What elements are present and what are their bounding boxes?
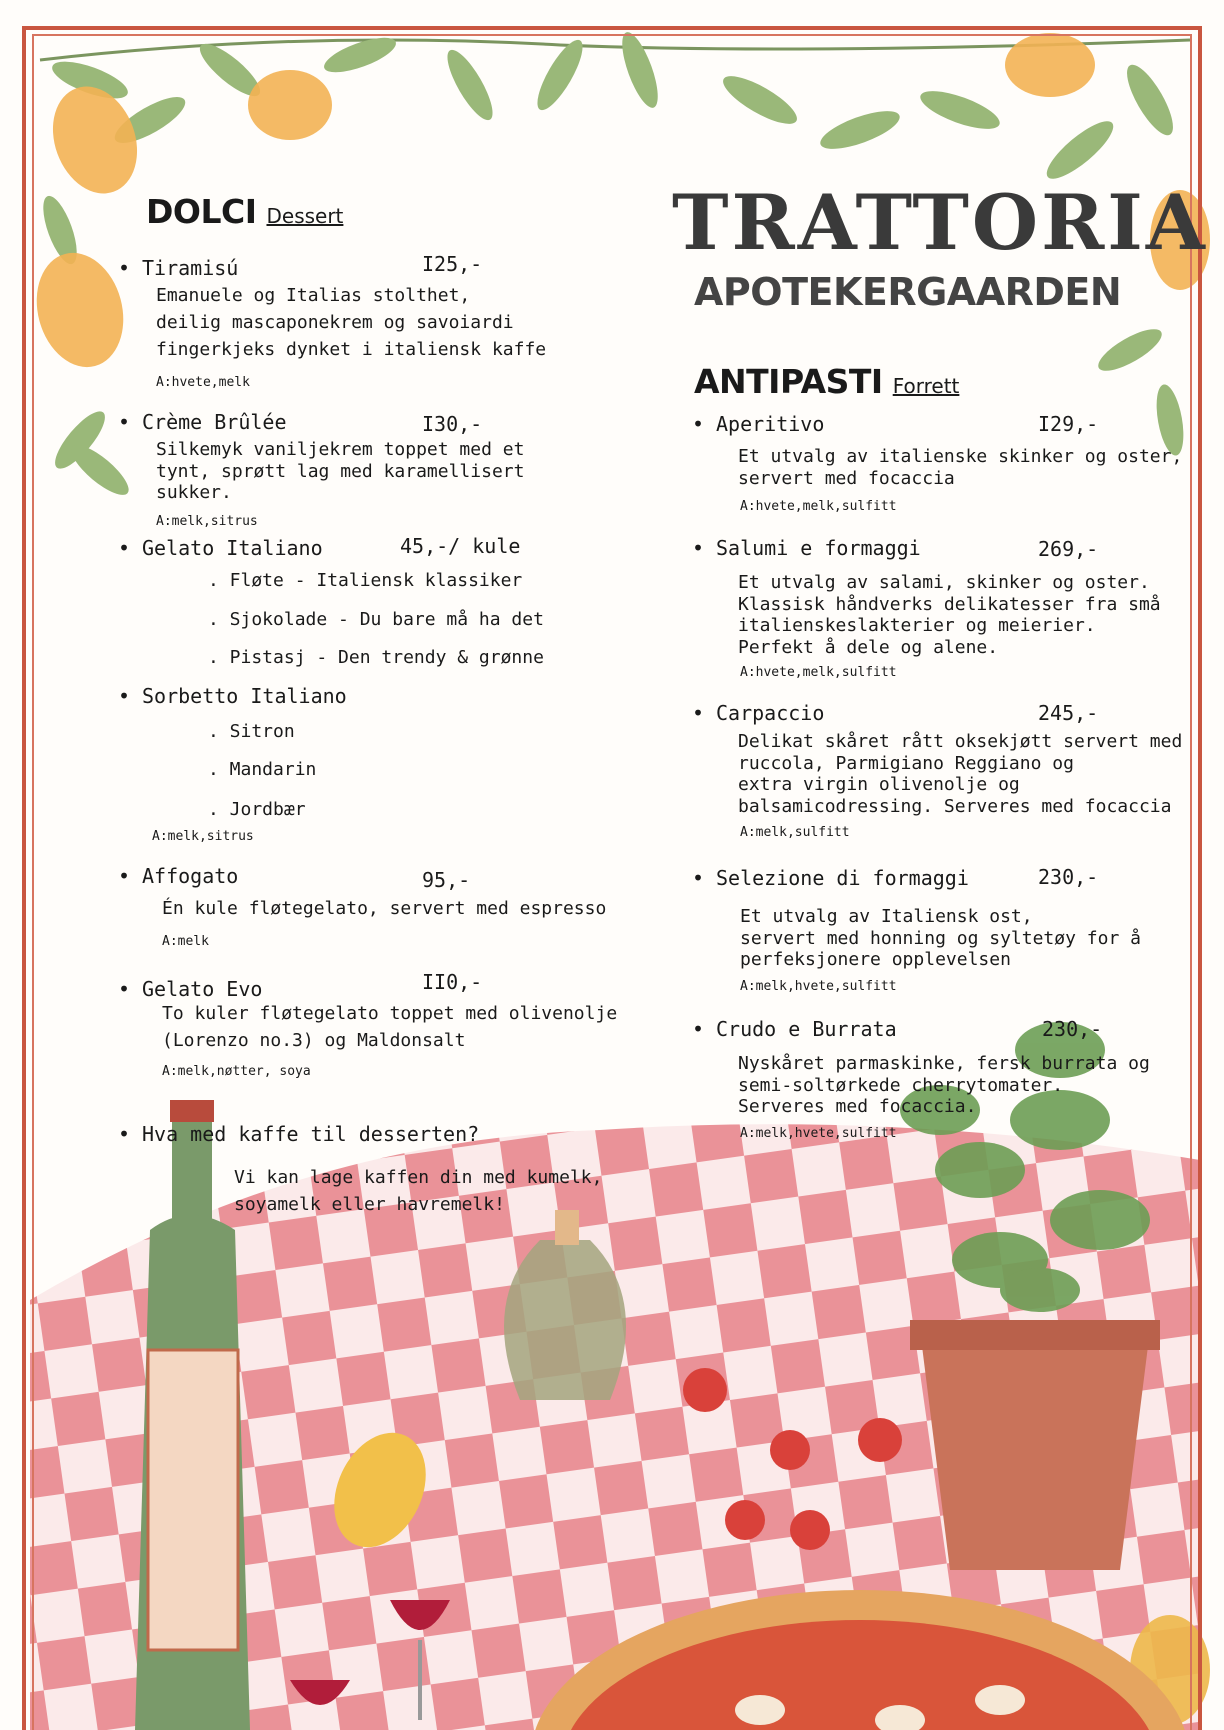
allergen-note: A:melk,nøtter, soya xyxy=(162,1064,311,1079)
menu-item-price: 269,- xyxy=(1038,537,1099,561)
menu-item-price: 45,-/ kule xyxy=(400,534,521,558)
dolci-title: DOLCI xyxy=(146,192,257,231)
menu-item-description: Et utvalg av Italiensk ost, servert med honning og syltetøy for å perfeksjonere opplevelsen xyxy=(740,906,1141,970)
menu-item-price: 95,- xyxy=(422,868,471,892)
menu-item-name: • Selezione di formaggi xyxy=(716,866,969,890)
dolci-heading xyxy=(146,192,343,231)
flavor-item: . Sjokolade - Du bare må ha det xyxy=(208,609,544,630)
allergen-note: A:melk,sitrus xyxy=(152,829,254,844)
allergen-note: A:melk,hvete,sulfitt xyxy=(740,979,897,994)
allergen-note: A:hvete,melk,sulfitt xyxy=(740,665,897,680)
menu-item-description: Vi kan lage kaffen din med kumelk, soyamelk eller havremelk! xyxy=(234,1167,603,1215)
menu-item-price: 245,- xyxy=(1038,701,1099,725)
allergen-note: A:melk,hvete,sulfitt xyxy=(740,1126,897,1141)
menu-item-price: 230,- xyxy=(1038,865,1099,889)
menu-item-name: • Sorbetto Italiano xyxy=(142,684,347,708)
dolci-subtitle: Dessert xyxy=(266,204,344,228)
menu-item-name: • Affogato xyxy=(142,864,238,888)
menu-item-description: Et utvalg av salami, skinker og oster. Klassisk håndverks delikatesser fra små italienskeslakterier og meierier. Perfekt å dele og alene. xyxy=(738,572,1161,658)
menu-item-price: I29,- xyxy=(1038,412,1099,436)
menu-item-name: • Crudo e Burrata xyxy=(716,1017,897,1041)
allergen-note: A:melk,sulfitt xyxy=(740,825,850,840)
flavor-item: . Fløte - Italiensk klassiker xyxy=(208,570,523,591)
allergen-note: A:hvete,melk,sulfitt xyxy=(740,499,897,514)
menu-item-price: 230,- xyxy=(1042,1017,1103,1041)
menu-item-name: • Gelato Evo xyxy=(142,977,262,1001)
menu-item-name: • Salumi e formaggi xyxy=(716,536,921,560)
menu-item-name: • Tiramisú xyxy=(142,256,238,280)
menu-item-description: To kuler fløtegelato toppet med olivenolje (Lorenzo no.3) og Maldonsalt xyxy=(162,1003,618,1051)
antipasti-title: ANTIPASTI xyxy=(694,362,883,401)
menu-item-description: Delikat skåret rått oksekjøtt servert med ruccola, Parmigiano Reggiano og extra virgin olivenolje og balsamicodressing. Serveres med focaccia xyxy=(738,731,1183,817)
menu-item-name: • Gelato Italiano xyxy=(142,536,323,560)
menu-item-description: Én kule fløtegelato, servert med espresso xyxy=(162,898,607,919)
allergen-note: A:melk,sitrus xyxy=(156,514,258,529)
menu-item-description: Nyskåret parmaskinke, fersk burrata og semi-soltørkede cherrytomater. Serveres med focaccia. xyxy=(738,1053,1150,1117)
flavor-item: . Jordbær xyxy=(208,799,306,820)
menu-item-name: • Crème Brûlée xyxy=(142,410,287,434)
menu-item-description: Et utvalg av italienske skinker og oster, servert med focaccia xyxy=(738,446,1183,489)
menu-item-description: Emanuele og Italias stolthet, deilig mascaponekrem og savoiardi fingerkjeks dynket i italiensk kaffe xyxy=(156,285,547,360)
allergen-note: A:hvete,melk xyxy=(156,375,250,390)
menu-item-name: • Hva med kaffe til desserten? xyxy=(142,1122,479,1146)
menu-item-name: • Carpaccio xyxy=(716,701,824,725)
menu-item-name: • Aperitivo xyxy=(716,412,824,436)
antipasti-subtitle: Forrett xyxy=(892,374,960,398)
menu-item-description: Silkemyk vaniljekrem toppet med et tynt, sprøtt lag med karamellisert sukker. xyxy=(156,439,525,503)
flavor-item: . Sitron xyxy=(208,721,295,742)
menu-item-price: I30,- xyxy=(422,412,483,436)
restaurant-title: TRATTORIA xyxy=(672,178,1208,267)
antipasti-heading xyxy=(694,362,959,401)
menu-item-price: I25,- xyxy=(422,252,483,276)
allergen-note: A:melk xyxy=(162,934,209,949)
flavor-item: . Pistasj - Den trendy & grønne xyxy=(208,647,544,668)
flavor-item: . Mandarin xyxy=(208,759,317,780)
menu-item-price: II0,- xyxy=(422,970,483,994)
restaurant-subtitle: APOTEKERGAARDEN xyxy=(694,270,1122,314)
